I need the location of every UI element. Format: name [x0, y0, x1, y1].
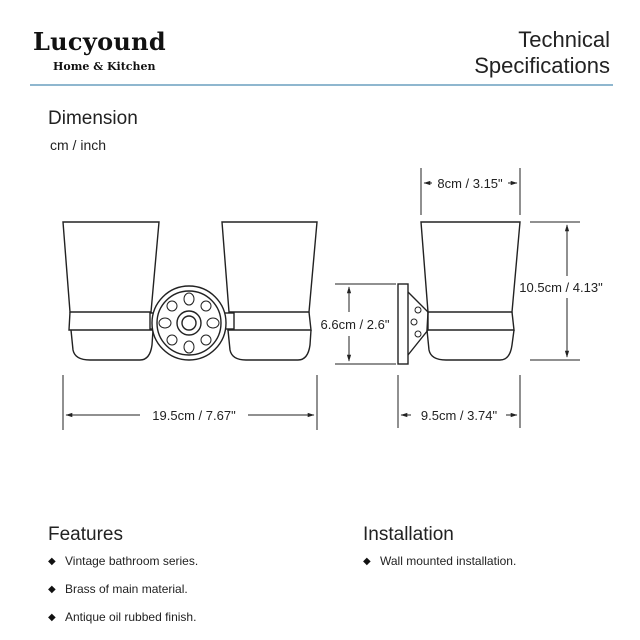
width-label: 19.5cm / 7.67" — [152, 408, 236, 423]
installation-item: ◆ Wall mounted installation. — [363, 554, 517, 568]
diamond-bullet-icon: ◆ — [48, 611, 56, 623]
units-label: cm / inch — [50, 137, 107, 153]
brand-name: Lucyound — [33, 27, 166, 56]
feature-item: ◆ Vintage bathroom series. — [48, 554, 199, 568]
dimension-heading: Dimension — [48, 108, 138, 129]
depth-label: 9.5cm / 3.74" — [420, 408, 498, 423]
brand-tagline: Home & Kitchen — [53, 60, 156, 73]
installation-heading: Installation — [363, 524, 454, 545]
base-label: 6.6cm / 2.6" — [320, 317, 390, 332]
diamond-bullet-icon: ◆ — [363, 555, 371, 567]
installation-list — [363, 547, 516, 575]
diamond-bullet-icon: ◆ — [48, 555, 56, 567]
title-line-1: Technical — [518, 27, 610, 52]
height-label: 10.5cm / 4.13" — [519, 280, 603, 295]
feature-item: ◆ Brass of main material. — [48, 582, 188, 596]
wall-plate — [398, 284, 408, 364]
cup-width-label: 8cm / 3.15" — [437, 176, 503, 191]
left-cup — [63, 222, 159, 312]
side-view — [398, 222, 520, 364]
features-list — [48, 547, 198, 631]
side-cup — [421, 222, 520, 312]
diamond-bullet-icon: ◆ — [48, 583, 56, 595]
feature-item: ◆ Antique oil rubbed finish. — [48, 610, 197, 624]
features-heading: Features — [48, 524, 123, 545]
title-line-2: Specifications — [474, 53, 610, 78]
front-view — [63, 222, 317, 360]
right-cup — [222, 222, 317, 312]
